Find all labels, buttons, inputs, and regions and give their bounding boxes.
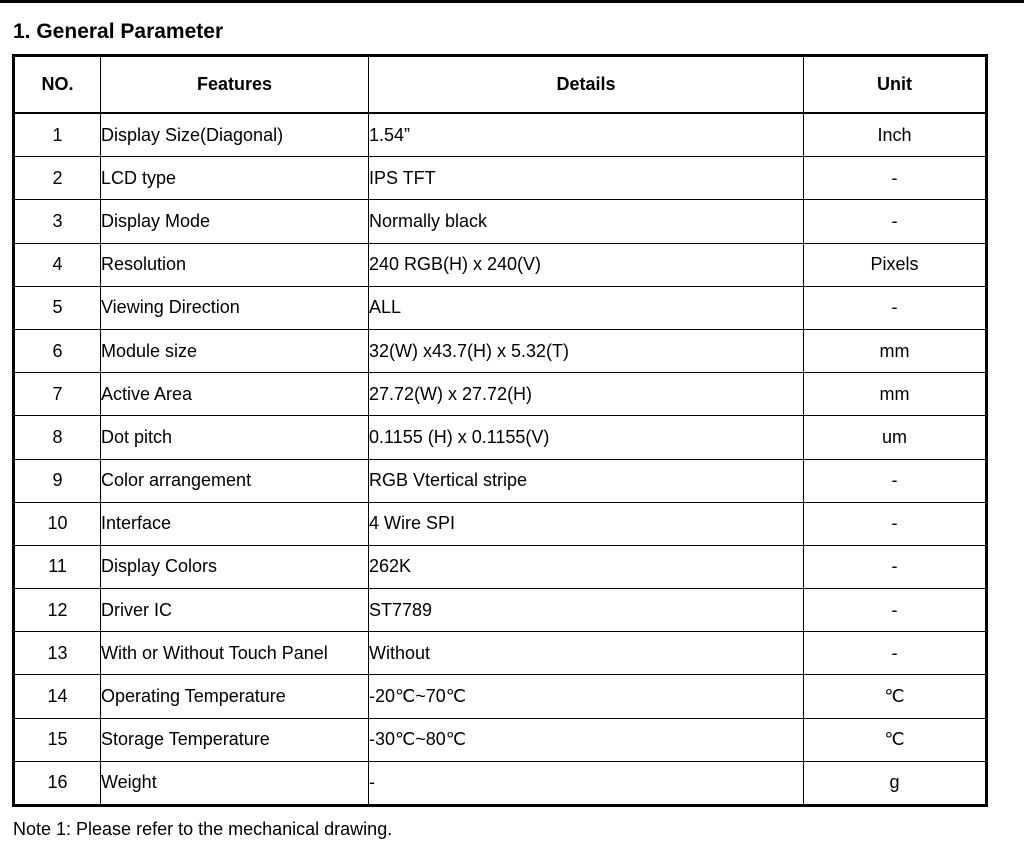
table-row <box>14 329 987 372</box>
cell-unit: - <box>804 589 987 632</box>
table-row <box>14 416 987 459</box>
cell-unit: Inch <box>804 113 987 157</box>
cell-no: 1 <box>14 113 101 157</box>
cell-feature: With or Without Touch Panel <box>101 632 369 675</box>
cell-feature: Active Area <box>101 373 369 416</box>
cell-no: 2 <box>14 157 101 200</box>
cell-details: 240 RGB(H) x 240(V) <box>369 243 804 286</box>
cell-details: Without <box>369 632 804 675</box>
header-features: Features <box>101 56 369 114</box>
cell-unit: mm <box>804 373 987 416</box>
cell-unit: - <box>804 502 987 545</box>
cell-feature: Weight <box>101 761 369 805</box>
cell-details: 262K <box>369 545 804 588</box>
cell-no: 7 <box>14 373 101 416</box>
table-row <box>14 718 987 761</box>
cell-feature: Color arrangement <box>101 459 369 502</box>
table-row <box>14 761 987 805</box>
cell-details: ST7789 <box>369 589 804 632</box>
header-unit: Unit <box>804 56 987 114</box>
cell-feature: Module size <box>101 329 369 372</box>
table-body <box>14 113 987 806</box>
cell-unit: - <box>804 286 987 329</box>
cell-no: 11 <box>14 545 101 588</box>
cell-unit: um <box>804 416 987 459</box>
table-row <box>14 502 987 545</box>
cell-unit: ℃ <box>804 675 987 718</box>
cell-no: 6 <box>14 329 101 372</box>
cell-no: 15 <box>14 718 101 761</box>
cell-no: 13 <box>14 632 101 675</box>
table-row <box>14 632 987 675</box>
cell-no: 10 <box>14 502 101 545</box>
cell-feature: Interface <box>101 502 369 545</box>
cell-feature: Operating Temperature <box>101 675 369 718</box>
cell-details: -30℃~80℃ <box>369 718 804 761</box>
table-row <box>14 589 987 632</box>
general-parameter-table <box>12 54 988 807</box>
cell-details: -20℃~70℃ <box>369 675 804 718</box>
cell-details: IPS TFT <box>369 157 804 200</box>
cell-unit: ℃ <box>804 718 987 761</box>
table-header-row <box>14 56 987 114</box>
cell-feature: Display Colors <box>101 545 369 588</box>
section-title: 1. General Parameter <box>13 20 224 43</box>
cell-unit: - <box>804 545 987 588</box>
cell-feature: Dot pitch <box>101 416 369 459</box>
cell-details: 1.54” <box>369 113 804 157</box>
cell-details: 27.72(W) x 27.72(H) <box>369 373 804 416</box>
cell-feature: Display Mode <box>101 200 369 243</box>
table-row <box>14 373 987 416</box>
cell-feature: Storage Temperature <box>101 718 369 761</box>
cell-details: ALL <box>369 286 804 329</box>
cell-unit: g <box>804 761 987 805</box>
table-row <box>14 157 987 200</box>
cell-feature: Viewing Direction <box>101 286 369 329</box>
table-row <box>14 113 987 157</box>
cell-feature: Driver IC <box>101 589 369 632</box>
cell-no: 8 <box>14 416 101 459</box>
table-row <box>14 200 987 243</box>
header-details: Details <box>369 56 804 114</box>
cell-details: 32(W) x43.7(H) x 5.32(T) <box>369 329 804 372</box>
cell-unit: - <box>804 632 987 675</box>
table-row <box>14 675 987 718</box>
cell-no: 16 <box>14 761 101 805</box>
cell-details: RGB Vtertical stripe <box>369 459 804 502</box>
table-row <box>14 243 987 286</box>
cell-no: 9 <box>14 459 101 502</box>
cell-details: Normally black <box>369 200 804 243</box>
cell-feature: LCD type <box>101 157 369 200</box>
table-row <box>14 545 987 588</box>
cell-unit: Pixels <box>804 243 987 286</box>
cell-no: 4 <box>14 243 101 286</box>
top-divider <box>0 0 1024 3</box>
cell-no: 5 <box>14 286 101 329</box>
cell-no: 14 <box>14 675 101 718</box>
cell-no: 3 <box>14 200 101 243</box>
header-no: NO. <box>14 56 101 114</box>
cell-unit: - <box>804 157 987 200</box>
cell-feature: Resolution <box>101 243 369 286</box>
cell-details: 0.1155 (H) x 0.1155(V) <box>369 416 804 459</box>
cell-unit: - <box>804 459 987 502</box>
cell-unit: - <box>804 200 987 243</box>
cell-feature: Display Size(Diagonal) <box>101 113 369 157</box>
table-row <box>14 459 987 502</box>
cell-no: 12 <box>14 589 101 632</box>
table-row <box>14 286 987 329</box>
cell-details: - <box>369 761 804 805</box>
cell-details: 4 Wire SPI <box>369 502 804 545</box>
cell-unit: mm <box>804 329 987 372</box>
footnote: Note 1: Please refer to the mechanical drawing. <box>13 819 393 839</box>
